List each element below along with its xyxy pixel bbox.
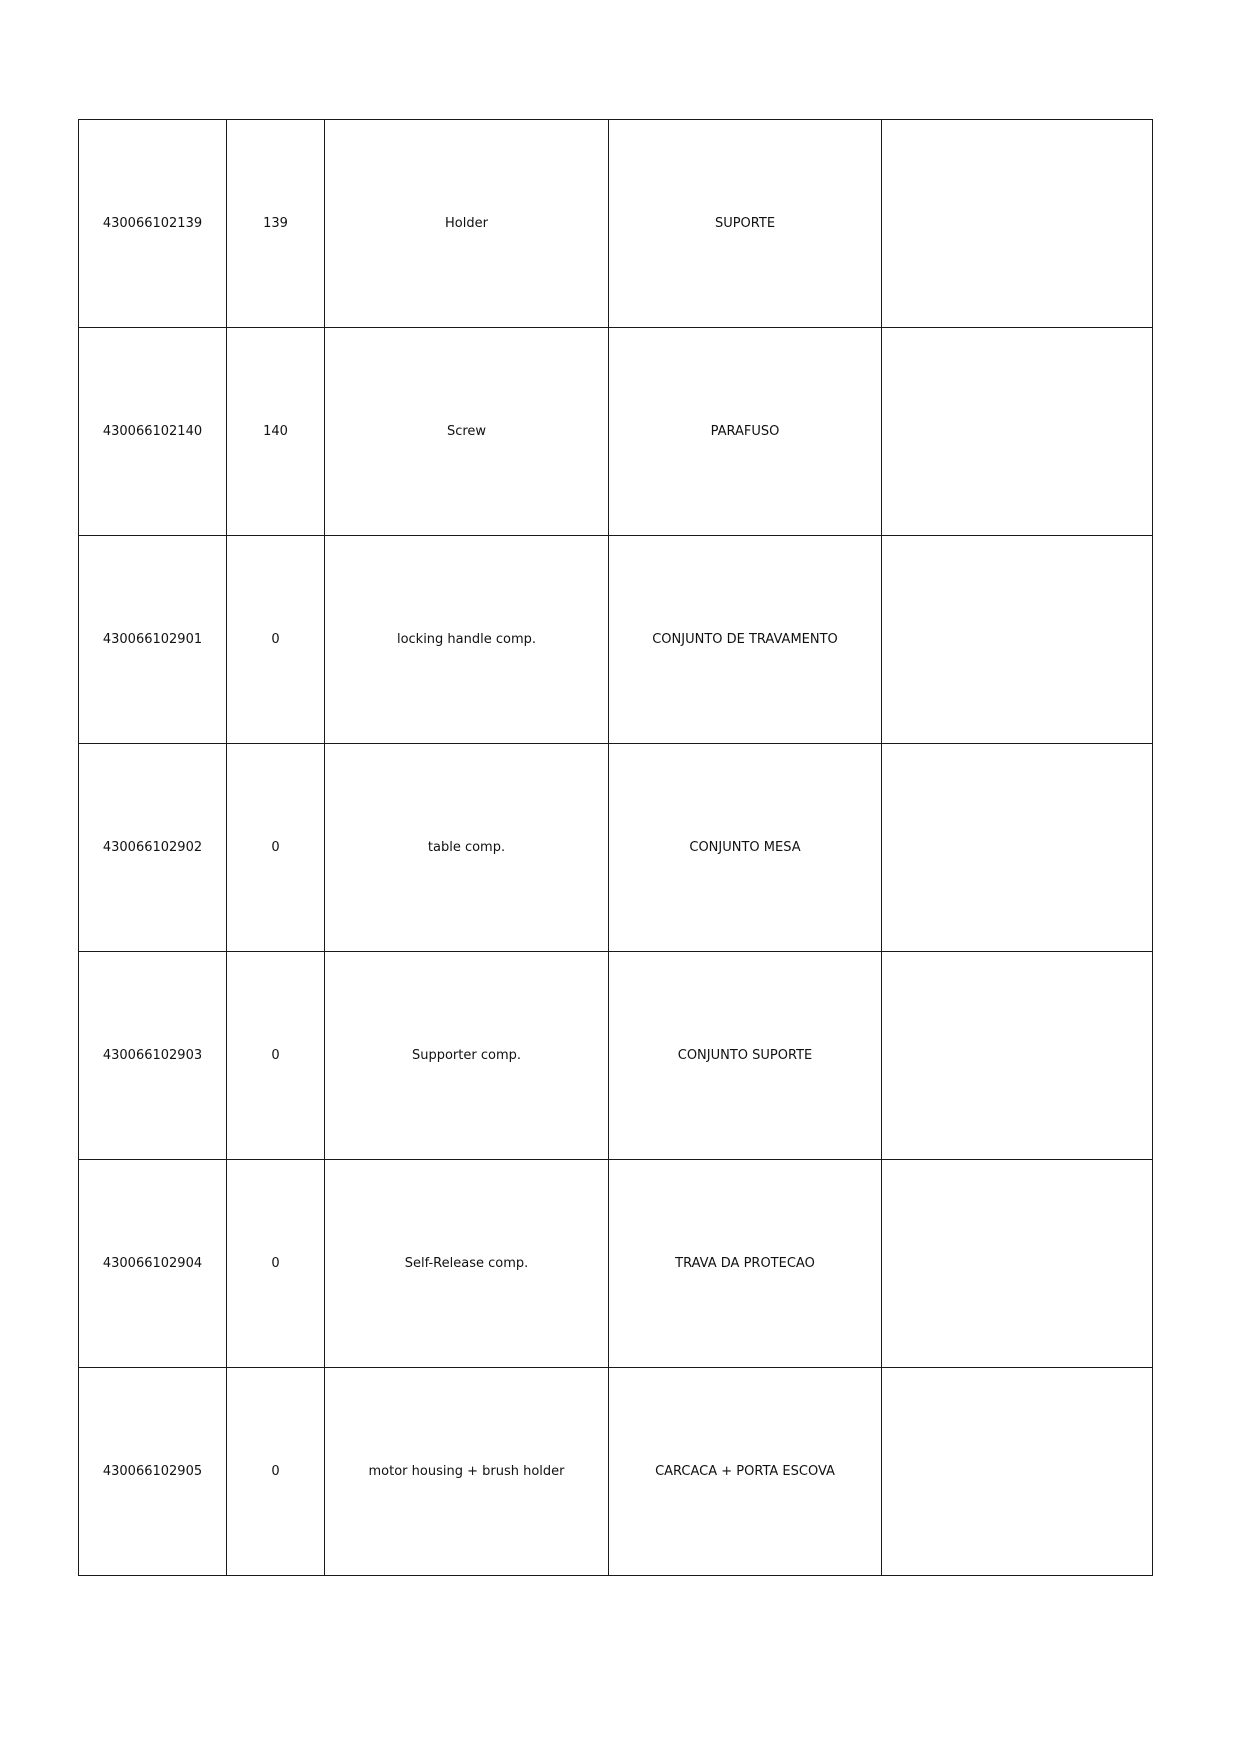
part-number-cell: 430066102905: [79, 1368, 227, 1576]
notes-cell: [882, 120, 1153, 328]
description-pt-cell: SUPORTE: [609, 120, 882, 328]
position-cell: 0: [227, 952, 325, 1160]
description-en-cell: Supporter comp.: [325, 952, 609, 1160]
part-number-cell: 430066102903: [79, 952, 227, 1160]
position-cell: 0: [227, 536, 325, 744]
part-number-cell: 430066102140: [79, 328, 227, 536]
table-row: [79, 328, 1153, 536]
description-en-cell: table comp.: [325, 744, 609, 952]
notes-cell: [882, 1160, 1153, 1368]
description-pt-cell: TRAVA DA PROTECAO: [609, 1160, 882, 1368]
description-pt-cell: CONJUNTO DE TRAVAMENTO: [609, 536, 882, 744]
part-number-cell: 430066102904: [79, 1160, 227, 1368]
part-number-cell: 430066102901: [79, 536, 227, 744]
description-en-cell: Self-Release comp.: [325, 1160, 609, 1368]
table-row: [79, 1160, 1153, 1368]
description-pt-cell: CONJUNTO MESA: [609, 744, 882, 952]
part-number-cell: 430066102139: [79, 120, 227, 328]
table-row: [79, 120, 1153, 328]
position-cell: 0: [227, 744, 325, 952]
table-row: [79, 952, 1153, 1160]
description-en-cell: locking handle comp.: [325, 536, 609, 744]
table-row: [79, 536, 1153, 744]
part-number-cell: 430066102902: [79, 744, 227, 952]
notes-cell: [882, 328, 1153, 536]
notes-cell: [882, 744, 1153, 952]
parts-table: [78, 119, 1153, 1576]
description-en-cell: Screw: [325, 328, 609, 536]
position-cell: 0: [227, 1368, 325, 1576]
description-en-cell: Holder: [325, 120, 609, 328]
description-pt-cell: PARAFUSO: [609, 328, 882, 536]
position-cell: 139: [227, 120, 325, 328]
position-cell: 0: [227, 1160, 325, 1368]
notes-cell: [882, 1368, 1153, 1576]
table-row: [79, 1368, 1153, 1576]
table-row: [79, 744, 1153, 952]
position-cell: 140: [227, 328, 325, 536]
description-pt-cell: CARCACA + PORTA ESCOVA: [609, 1368, 882, 1576]
notes-cell: [882, 952, 1153, 1160]
description-pt-cell: CONJUNTO SUPORTE: [609, 952, 882, 1160]
description-en-cell: motor housing + brush holder: [325, 1368, 609, 1576]
notes-cell: [882, 536, 1153, 744]
